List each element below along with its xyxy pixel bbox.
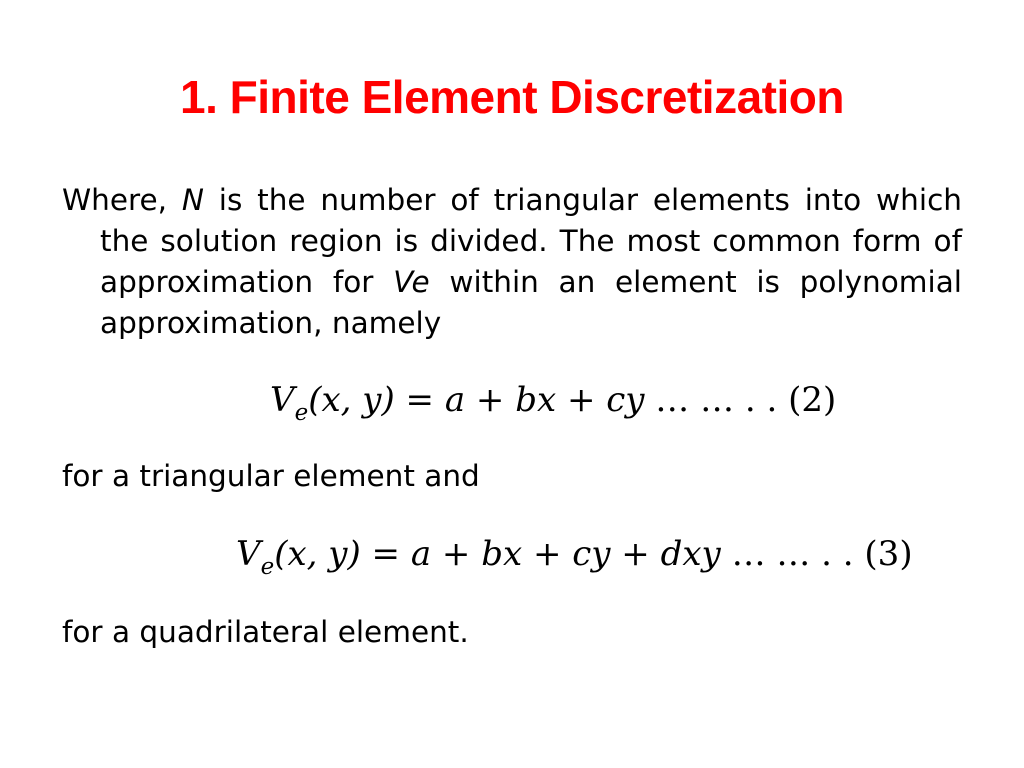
equation-2-rhs: = a + bx + cy xyxy=(394,380,656,420)
equation-3-rhs: = a + bx + cy + dxy xyxy=(360,534,732,574)
equation-2 xyxy=(270,378,836,435)
equation-2-dots: … … . . xyxy=(655,380,778,420)
equation-2-tag: (2) xyxy=(777,380,837,420)
equation-3-tag: (3) xyxy=(853,534,913,574)
equation-3 xyxy=(236,532,913,589)
paragraph-where-text-2: is the number of triangular elements into which the solution region is divided. The most common form of approximation for xyxy=(100,183,962,299)
paragraph-where-text-1: Where, xyxy=(62,183,182,217)
paragraph-quadrilateral: for a quadrilateral element. xyxy=(62,615,469,649)
equation-2-args: (x, y) xyxy=(308,380,395,420)
equation-3-dots: … … . . xyxy=(731,534,854,574)
paragraph-where xyxy=(62,180,962,344)
equation-2-V: V xyxy=(270,380,295,420)
equation-3-V: V xyxy=(236,534,261,574)
equation-3-subscript: e xyxy=(260,554,275,580)
slide-title: 1. Finite Element Discretization xyxy=(180,71,844,123)
paragraph-triangular: for a triangular element and xyxy=(62,459,480,493)
symbol-Ve: Ve xyxy=(393,265,430,299)
symbol-N: N xyxy=(181,183,204,217)
equation-3-args: (x, y) xyxy=(274,534,361,574)
equation-2-subscript: e xyxy=(294,400,309,426)
paragraph-where-text-3: within an element is polynomial approximation, namely xyxy=(100,265,962,340)
